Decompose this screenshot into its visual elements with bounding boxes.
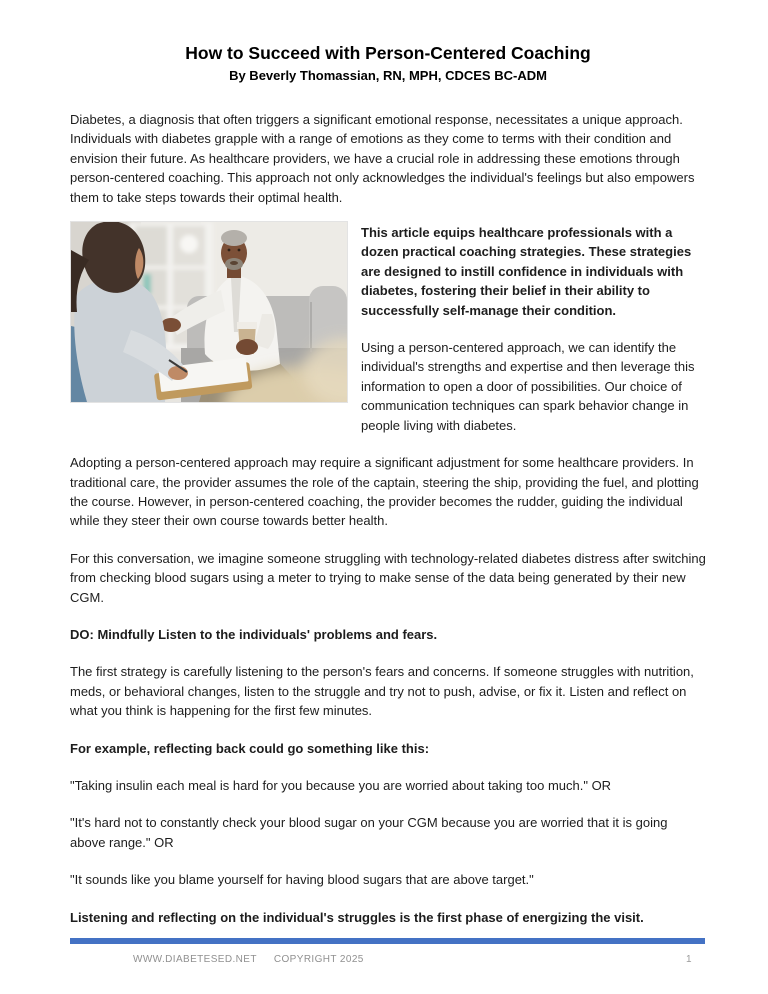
paragraph-first-strategy: The first strategy is carefully listening to the person's fears and concerns. If someone struggles with nutrition, meds, or behavioral changes, listen to the struggle and try not to push, advise, or fix it. Listen and reflect on what you think is happening for the first few minutes.: [70, 664, 694, 719]
quote-cgm: "It's hard not to constantly check your blood sugar on your CGM because you are worried that it is going above range." OR: [70, 815, 668, 850]
footer-copyright: COPYRIGHT 2025: [273, 954, 364, 965]
heading-do-listen: DO: Mindfully Listen to the individuals' problems and fears.: [70, 626, 438, 642]
byline: By Beverly Thomassian, RN, MPH, CDCES BC-ADM: [229, 68, 547, 83]
footer-website: WWW.DIABETESED.NET: [133, 954, 257, 965]
heading-for-example: For example, reflecting back could go something like this:: [70, 740, 430, 756]
coaching-photo: [70, 221, 348, 403]
coaching-photo-illustration: [71, 222, 347, 402]
footer-meta-row: [70, 954, 705, 966]
image-text-row: [70, 221, 706, 435]
page-title: How to Succeed with Person-Centered Coaching: [185, 43, 591, 63]
paragraph-adopting: Adopting a person-centered approach may require a significant adjustment for some healthcare providers. In traditional care, the provider assumes the role of the captain, steering the ship, providing the fuel, and plotting the course. However, in person-centered coaching, the provider becomes the rudder, guiding the individual while they steer their own course towards better health.: [70, 455, 699, 529]
sidebar-paragraph: Using a person-centered approach, we can identify the individual's strengths and expertise and then leverage this information to open a door of possibilities. Our choice of communication techniques can spark behavior change in people living with diabetes.: [361, 340, 695, 433]
quote-blame: "It sounds like you blame yourself for having blood sugars that are above target.": [70, 872, 534, 888]
sidebar-bold-paragraph: This article equips healthcare professionals with a dozen practical coaching strategies. These strategies are designed to instill confidence in individuals with diabetes, fostering their belief in their ability to successfully self-manage their condition.: [361, 225, 692, 318]
sidebar-text-column: [361, 221, 706, 435]
paragraph-conversation: For this conversation, we imagine someone struggling with technology-related diabetes distress after switching from checking blood sugars using a meter to trying to make sense of the data being generated by their new CGM.: [70, 550, 706, 605]
quote-insulin: "Taking insulin each meal is hard for you because you are worried about taking too much." OR: [70, 777, 612, 793]
closing-bold-paragraph: Listening and reflecting on the individual's struggles is the first phase of energizing the visit.: [70, 909, 644, 925]
footer-accent-bar: [70, 938, 705, 944]
intro-paragraph: Diabetes, a diagnosis that often triggers a significant emotional response, necessitates a unique approach. Individuals with diabetes grapple with a range of emotions as they come to terms with their condition and envision their future. As healthcare providers, we have a crucial role in addressing these emotions through person-centered coaching. This approach not only acknowledges the individual's feelings but also empowers them to take steps towards their optimal health.: [70, 112, 695, 205]
page-footer: [70, 938, 705, 966]
page-number: 1: [686, 954, 692, 965]
